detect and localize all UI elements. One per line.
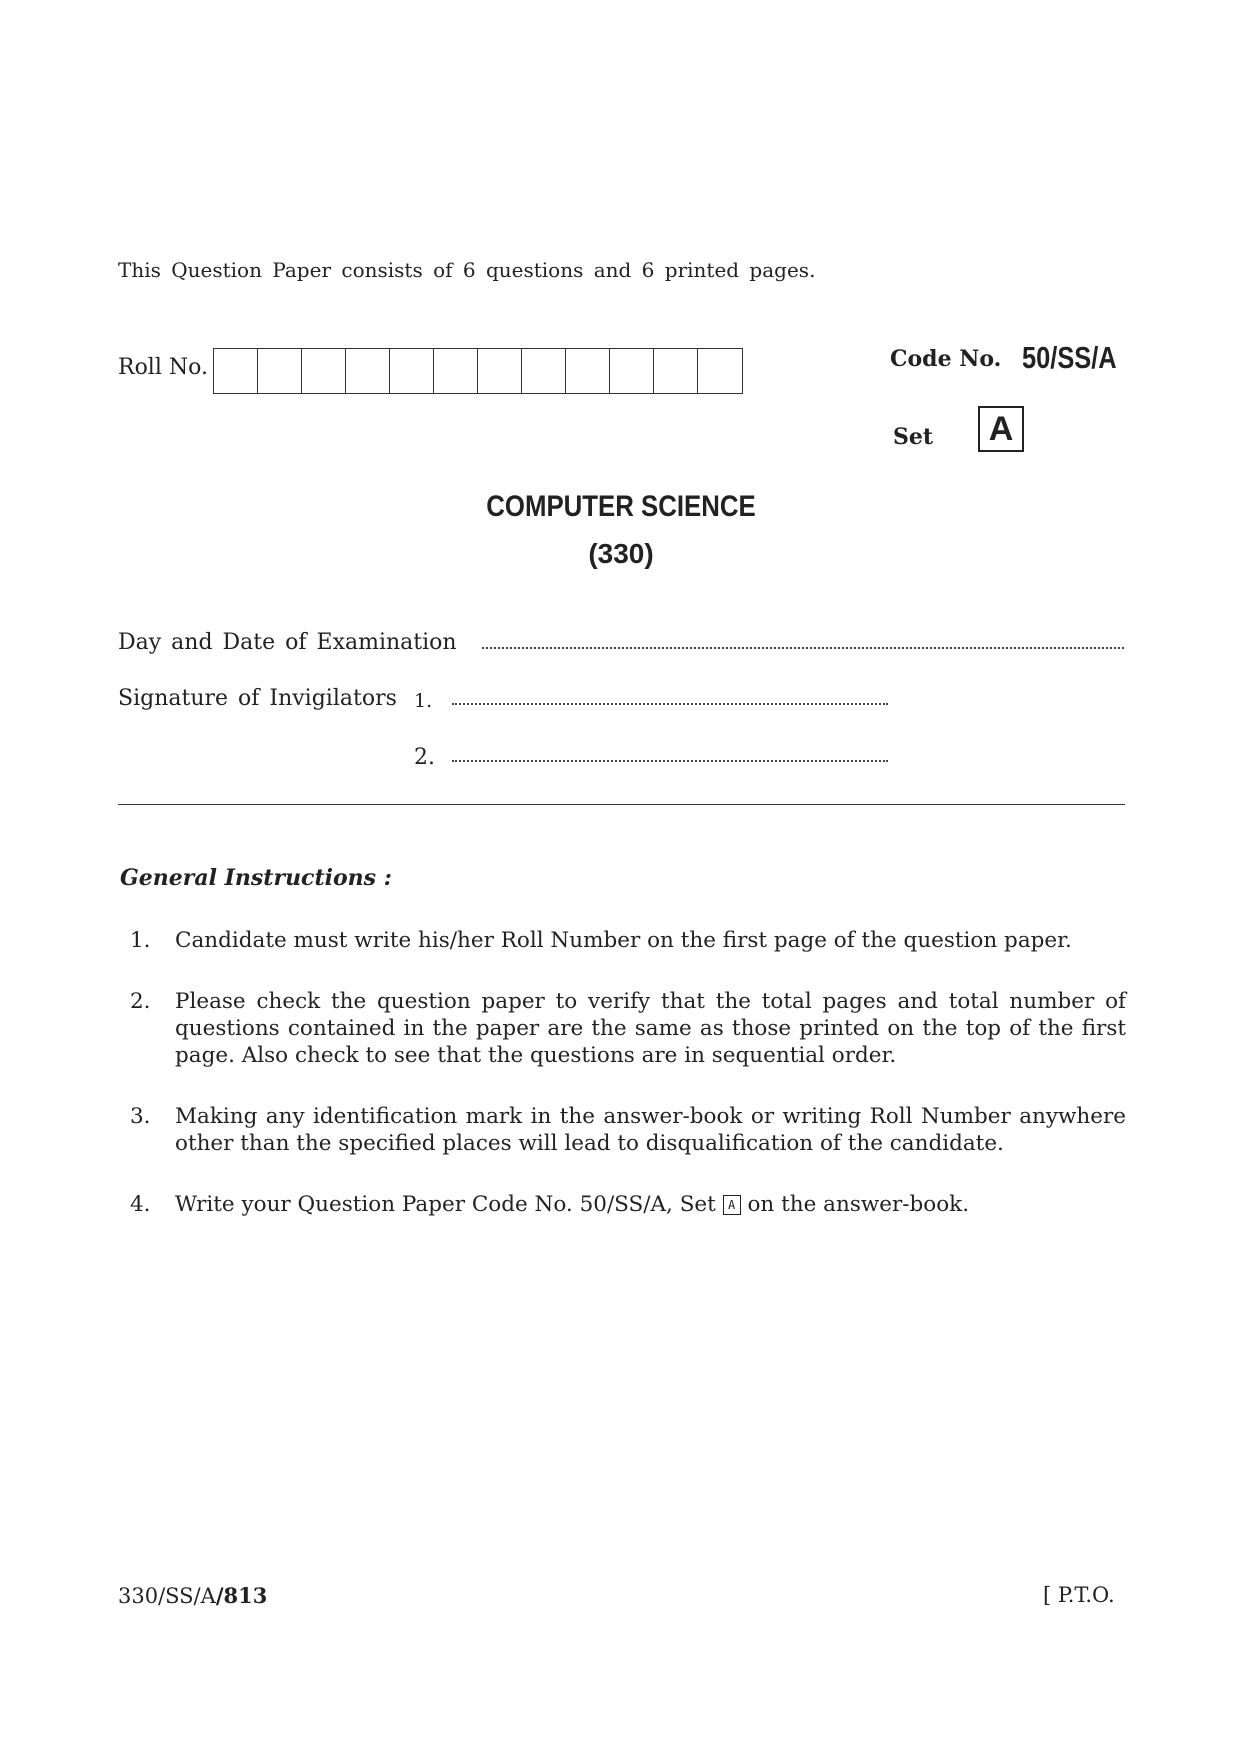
signature-number-1: 1. — [414, 690, 433, 712]
signature-field-2[interactable] — [452, 760, 888, 762]
instruction-item — [130, 1191, 1126, 1218]
roll-number-label: Roll No. — [118, 355, 208, 380]
subject-title: COMPUTER SCIENCE — [486, 490, 756, 523]
instruction-text: Making any identification mark in the answer-book or writing Roll Number anywhere other than the specified places will lead to disqualification of the candidate. — [175, 1104, 1126, 1156]
roll-digit-box[interactable] — [698, 349, 742, 393]
section-divider — [118, 804, 1125, 805]
roll-digit-box[interactable] — [302, 349, 346, 393]
instruction-number: 1. — [130, 928, 151, 953]
instruction-item — [130, 988, 1126, 1069]
code-number-value: 50/SS/A — [1022, 340, 1117, 375]
signature-field-1[interactable] — [452, 703, 888, 705]
subject-code: (330) — [588, 538, 654, 569]
footer-pto: [ P.T.O. — [1043, 1583, 1115, 1607]
instruction-text: Please check the question paper to verify that the total pages and total number of questions contained in the paper are the same as those printed on the top of the first page. Also check to see that the questions are in sequential order. — [175, 989, 1126, 1068]
instruction-text — [175, 1191, 1126, 1218]
instructions-list — [130, 927, 1126, 1218]
instruction-number: 2. — [130, 989, 151, 1014]
set-label: Set — [893, 424, 934, 450]
footer-paper-code — [118, 1583, 267, 1608]
roll-digit-box[interactable] — [522, 349, 566, 393]
footer-code-suffix: /813 — [215, 1583, 268, 1608]
roll-digit-box[interactable] — [478, 349, 522, 393]
roll-digit-box[interactable] — [390, 349, 434, 393]
set-value-box: A — [978, 406, 1024, 452]
instruction-item — [130, 1103, 1126, 1157]
code-number-label: Code No. — [890, 346, 1002, 372]
instruction-text-after: on the answer-book. — [747, 1192, 970, 1217]
set-mark-box: A — [723, 1195, 741, 1215]
roll-digit-box[interactable] — [434, 349, 478, 393]
exam-date-field[interactable] — [482, 647, 1124, 649]
paper-info-text: This Question Paper consists of 6 questions and 6 printed pages. — [118, 258, 816, 282]
instruction-text: Candidate must write his/her Roll Number on the first page of the question paper. — [175, 928, 1072, 953]
roll-digit-box[interactable] — [346, 349, 390, 393]
instruction-number: 4. — [130, 1192, 151, 1217]
general-instructions-heading: General Instructions : — [120, 865, 392, 891]
roll-digit-box[interactable] — [258, 349, 302, 393]
instruction-text-before: Write your Question Paper Code No. 50/SS/A, Set — [175, 1192, 716, 1217]
footer-code-prefix: 330/SS/A — [118, 1584, 216, 1608]
roll-digit-box[interactable] — [654, 349, 698, 393]
exam-date-label: Day and Date of Examination — [118, 630, 457, 655]
signature-number-2: 2. — [414, 745, 435, 770]
roll-digit-box[interactable] — [610, 349, 654, 393]
instruction-item — [130, 927, 1126, 954]
roll-digit-box[interactable] — [566, 349, 610, 393]
instruction-number: 3. — [130, 1104, 151, 1129]
invigilator-signature-label: Signature of Invigilators — [118, 686, 397, 711]
roll-number-boxes[interactable] — [213, 348, 743, 394]
roll-digit-box[interactable] — [214, 349, 258, 393]
